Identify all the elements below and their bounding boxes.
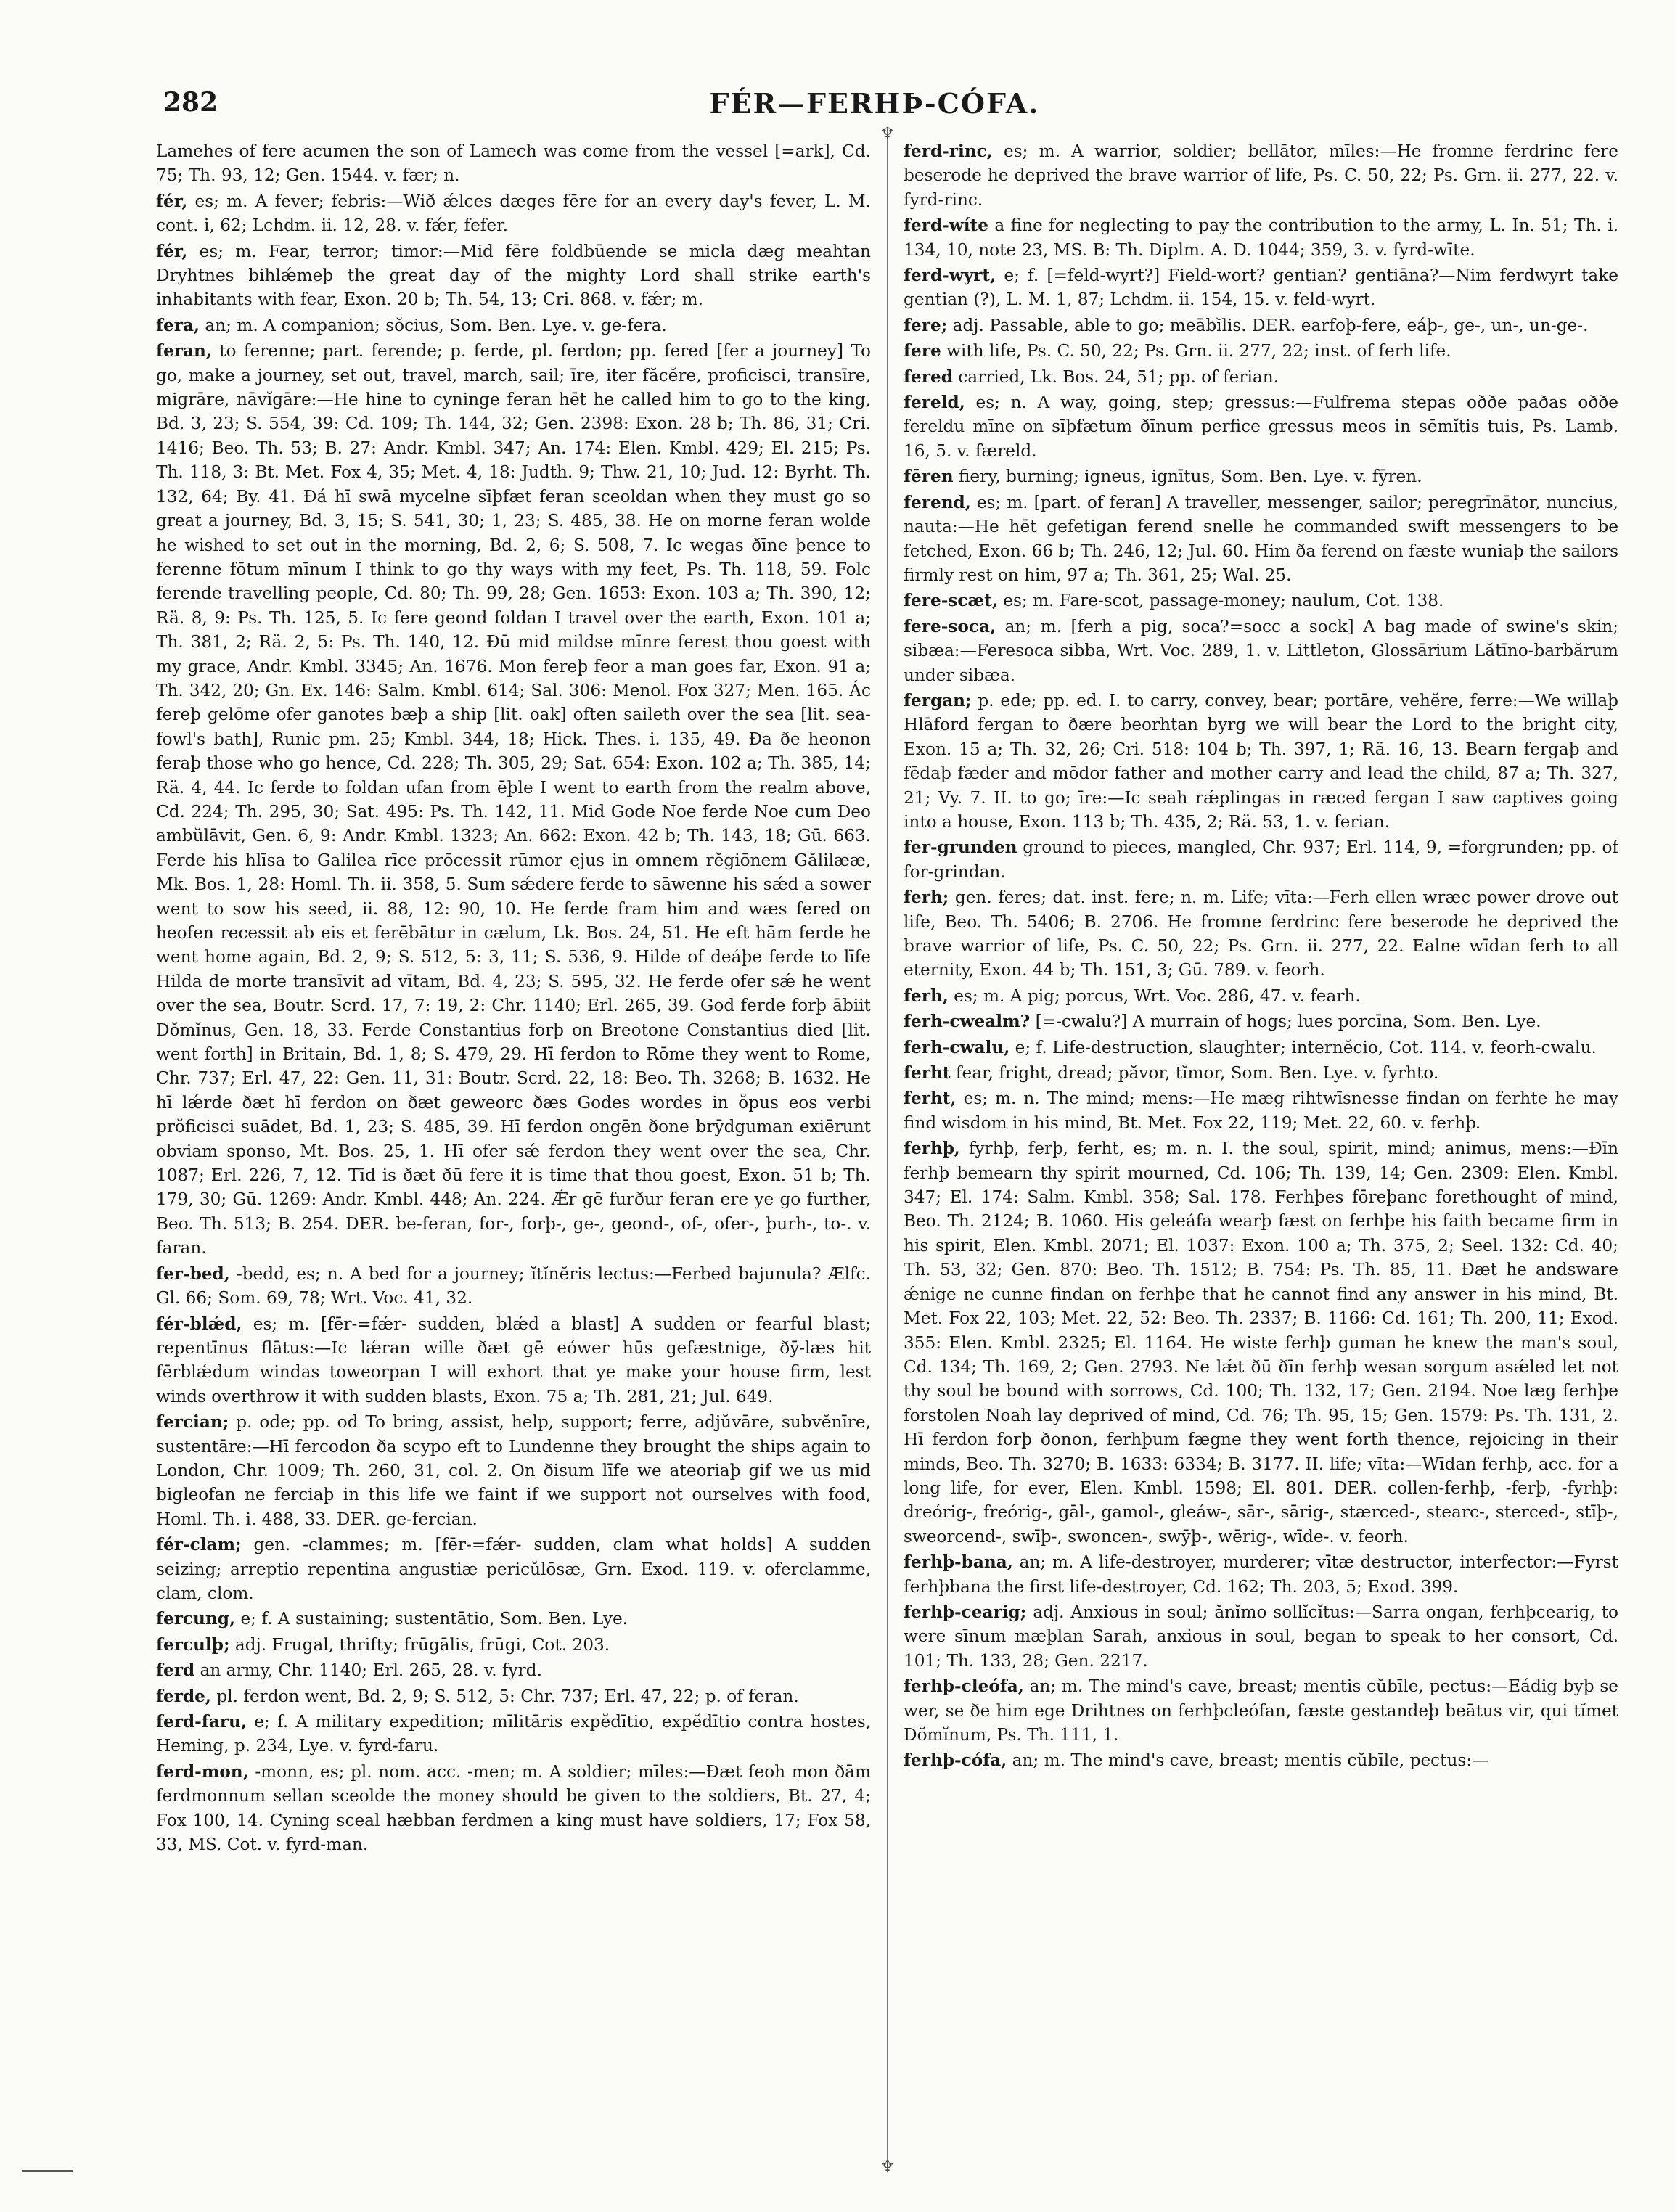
entry-text: es; m. [fēr-=fǽr- sudden, blǽd a blast] A sudden or fearful blast; repentīnus flātus:—Ic lǽran wille ðæt gē eówer hūs gefæstnige, ðȳ-læs hit fērblǽdum windas toweorpan I will exhort that ye make your house firm, lest winds overthrow it with sudden blasts, Exon. 75 a; Th. 281, 21; Jul. 649. <box>156 1314 871 1406</box>
dictionary-entry <box>904 1061 1618 1085</box>
entry-text: carried, Lk. Bos. 24, 51; pp. of ferian. <box>958 366 1279 387</box>
entry-text: es; m. Fare-scot, passage-money; naulum, Cot. 138. <box>1003 591 1444 611</box>
dictionary-entry <box>156 1533 871 1605</box>
dictionary-entry <box>904 689 1618 834</box>
entry-text: es; m. A warrior, soldier; bellātor, mīles:—He fromne ferdrinc fere beserode he deprived the brave warrior of life, Ps. C. 50, 22; Ps. Grn. ii. 277, 22. v. fyrd-rinc. <box>904 142 1618 210</box>
entry-headword: ferculþ; <box>156 1634 230 1655</box>
entry-text: [=-cwalu?] A murrain of hogs; lues porcīna, Som. Ben. Lye. <box>1035 1012 1541 1032</box>
entry-text: adj. Passable, able to go; meābĭlis. DER. earfoþ-fere, eáþ-, ge-, un-, un-ge-. <box>952 315 1589 335</box>
entry-headword: fercung, <box>156 1609 236 1629</box>
entry-text: Lamehes of fere acumen the son of Lamech was come from the vessel [=ark], Cd. 75; Th. 93, 12; Gen. 1544. v. fær; n. <box>156 142 871 186</box>
entry-headword: ferd-wíte <box>904 216 989 236</box>
dictionary-entry <box>904 1600 1618 1673</box>
right-column <box>904 139 1618 2157</box>
dictionary-entry <box>904 1036 1618 1060</box>
entry-headword: ferht, <box>904 1089 957 1109</box>
dictionary-entry <box>904 339 1618 363</box>
entry-text: gen. -clammes; m. [fēr-=fǽr- sudden, clam what holds] A sudden seizing; arreptio repentina angustiæ pericŭlōsæ, Grn. Exod. 119. v. oferclamme, clam, clom. <box>156 1535 871 1603</box>
entry-text: es; m. [part. of feran] A traveller, messenger, sailor; peregrīnātor, nuncius, nauta:—He hēt gefetigan ferend snelle he commanded swift messengers to be fetched, Exon. 66 b; Th. 246, 12; Jul. 60. Him ða ferend on fæste wuniaþ the sailors firmly rest on him, 97 a; Th. 361, 25; Wal. 25. <box>904 492 1618 585</box>
entry-headword: ferend, <box>904 492 971 512</box>
entry-text: an army, Chr. 1140; Erl. 265, 28. v. fyrd. <box>200 1660 542 1681</box>
dictionary-entry <box>904 139 1618 212</box>
entry-headword: ferde, <box>156 1686 211 1706</box>
dictionary-entry <box>156 1710 871 1758</box>
entry-headword: fer-grunden <box>904 837 1017 858</box>
dictionary-entry <box>156 1633 871 1657</box>
dictionary-entry <box>904 1674 1618 1747</box>
entry-text: fyrhþ, ferþ, ferht, es; m. n. I. the soul, spirit, mind; animus, mens:—Ðīn ferhþ bemearn thy spirit mourned, Cd. 106; Th. 139, 14; Gen. 2309: Elen. Kmbl. 347; El. 174: Salm. Kmbl. 358; Sal. 178. Ferhþes fōreþanc forethought of mind, Beo. Th. 2124; B. 1060. His geleáfa wearþ fæst on ferhþe his faith became firm in his spirit, Elen. Kmbl. 2071; El. 1037: Exon. 100 a; Th. 375, 2; Seel. 132: Cd. 40; Th. 53, 32; Gen. 870: Beo. Th. 1512; B. 754: Ps. Th. 85, 11. Ðæt he andsware ǽnige ne cunne findan on ferhþe that he cannot find any answer in his mind, Bt. Met. Fox 22, 103; Met. 22, 52: Beo. Th. 2337; B. 1166: Cd. 161; Th. 200, 11; Exod. 355: Elen. Kmbl. 2325; El. 1164. He wiste ferhþ guman he knew the man's soul, Cd. 134; Th. 169, 2; Gen. 2793. Ne lǽt ðū ðīn ferhþ wesan sorgum asǽled let not thy soul be bound with sorrows, Cd. 100; Th. 132, 17; Gen. 2194. Noe læg ferhþe forstolen Noah lay deprived of mind, Cd. 76; Th. 95, 15; Gen. 1579: Ps. Th. 131, 2. Hī ferdon forþ ðonon, ferhþum fægne they went forth thence, rejoicing in their minds, Beo. Th. 3270; B. 1633: 6334; B. 3177. II. life; vīta:—Wīdan ferhþ, acc. for a long life, for ever, Elen. Kmbl. 1598; El. 801. DER. collen-ferhþ, -ferþ, -fyrhþ: dreórig-, freórig-, gāl-, gamol-, gleáw-, sār-, sārig-, stærced-, stearc-, sterced-, stīþ-, sweorcend-, swīþ-, swoncen-, swȳþ-, wērig-, wīde-. v. feorh. <box>904 1139 1618 1547</box>
dictionary-entry <box>156 1684 871 1708</box>
entry-text: e; f. Life-destruction, slaughter; internĕcio, Cot. 114. v. feorh-cwalu. <box>1015 1037 1597 1057</box>
entry-headword: fēren <box>904 467 954 487</box>
entry-headword: ferd-faru, <box>156 1712 247 1732</box>
dictionary-entry <box>904 365 1618 389</box>
dictionary-entry <box>904 1136 1618 1549</box>
entry-headword: fér-clam; <box>156 1535 242 1555</box>
left-column <box>156 139 871 2157</box>
dictionary-entry <box>156 314 871 337</box>
dictionary-entry <box>156 1312 871 1409</box>
page-edge-mark <box>22 2170 73 2172</box>
entry-text: adj. Anxious in soul; ănĭmo sollĭcĭtus:—Sarra ongan, ferhþcearig, to were sīnum mæþlan Sarah, anxious in soul, began to speak to her consort, Cd. 101; Th. 133, 28; Gen. 2217. <box>904 1602 1618 1671</box>
entry-text: an; m. A companion; sŏcius, Som. Ben. Lye. v. ge-fera. <box>205 315 667 335</box>
entry-headword: ferh-cwalu, <box>904 1037 1010 1057</box>
entry-headword: fera, <box>156 315 200 335</box>
dictionary-entry <box>156 239 871 312</box>
dictionary-entry <box>904 589 1618 613</box>
dictionary-entry <box>904 615 1618 687</box>
column-divider <box>887 134 888 2166</box>
dictionary-entry <box>904 885 1618 983</box>
entry-text: e; f. A military expedition; mīlitāris expĕdītio, expĕdītio contra hostes, Heming, p. 234, Lye. v. fyrd-faru. <box>156 1712 871 1756</box>
dictionary-entry <box>904 1009 1618 1033</box>
dictionary-entry <box>156 189 871 238</box>
entry-headword: fered <box>904 366 953 387</box>
dictionary-entry <box>156 1658 871 1682</box>
entry-text: fiery, burning; igneus, ignītus, Som. Ben. Lye. v. fȳren. <box>958 467 1422 487</box>
entry-text: es; n. A way, going, step; gressus:—Fulfrema stepas oððe paðas oððe fereldu mīne on sīþfætum ðīnum perfice gressus meos in sēmĭtis tuis, Ps. Lamb. 16, 5. v. færeld. <box>904 393 1618 461</box>
dictionary-entry <box>904 390 1618 463</box>
dictionary-entry <box>904 263 1618 312</box>
divider-ornament-top: ♆ <box>880 125 895 143</box>
entry-headword: ferhþ-cearig; <box>904 1602 1027 1622</box>
running-head: FÉR—FERHÞ-CÓFA. <box>709 87 1040 120</box>
dictionary-entry <box>904 835 1618 884</box>
dictionary-entry <box>904 464 1618 488</box>
entry-headword: fergan; <box>904 690 972 710</box>
dictionary-entry <box>904 213 1618 262</box>
dictionary-entry <box>904 1550 1618 1599</box>
entry-headword: ferh, <box>904 986 949 1006</box>
entry-text: a fine for neglecting to pay the contribution to the army, L. In. 51; Th. i. 134, 10, note 23, MS. B: Th. Diplm. A. D. 1044; 359, 3. v. fyrd-wīte. <box>904 216 1618 260</box>
entry-headword: ferd-wyrt, <box>904 266 996 286</box>
entry-text: ground to pieces, mangled, Chr. 937; Erl. 114, 9, =forgrunden; pp. of for-grindan. <box>904 837 1618 882</box>
entry-headword: fere; <box>904 315 948 335</box>
entry-text: an; m. A life-destroyer, murderer; vītæ destructor, interfector:—Fyrst ferhþbana the first life-destroyer, Cd. 162; Th. 203, 5; Exod. 399. <box>904 1552 1618 1597</box>
entry-text: e; f. A sustaining; sustentātio, Som. Ben. Lye. <box>240 1609 628 1629</box>
entry-headword: ferh-cwealm? <box>904 1012 1031 1032</box>
entry-headword: ferd-mon, <box>156 1761 249 1782</box>
entry-text: an; m. The mind's cave, breast; mentis cŭbīle, pectus:—Eádig byþ se wer, se ðe him ege Drihtnes on ferhþcleófan, fæste gestandeþ beātus vir, qui tĭmet Dŏmĭnum, Ps. Th. 111, 1. <box>904 1676 1618 1745</box>
entry-headword: fere <box>904 341 941 361</box>
dictionary-entry <box>904 1086 1618 1135</box>
entry-text: -bedd, es; n. A bed for a journey; ĭtĭnĕris lectus:—Ferbed bajunula? Ælfc. Gl. 66; Som. 69, 78; Wrt. Voc. 41, 32. <box>156 1263 871 1308</box>
page-number: 282 <box>163 87 218 118</box>
entry-text: an; m. [ferh a pig, soca?=socc a sock] A bag made of swine's skin; sibæa:—Feresoca sibba, Wrt. Voc. 289, 1. v. Littleton, Glossārium Lătīno-barbărum under sibæa. <box>904 616 1618 685</box>
divider-ornament-bottom: ♆ <box>880 2158 895 2176</box>
entry-headword: ferh; <box>904 888 949 908</box>
entry-headword: fér, <box>156 191 188 211</box>
entry-text: es; m. A pig; porcus, Wrt. Voc. 286, 47. v. fearh. <box>954 986 1361 1006</box>
entry-headword: ferhþ-bana, <box>904 1552 1013 1573</box>
entry-headword: fér, <box>156 241 188 261</box>
entry-text: es; m. n. The mind; mens:—He mæg rihtwīsnesse findan on ferhte he may find wisdom in his mind, Bt. Met. Fox 22, 119; Met. 22, 60. v. ferhþ. <box>904 1089 1618 1133</box>
dictionary-entry <box>904 984 1618 1008</box>
dictionary-entry <box>156 139 871 188</box>
entry-headword: fere-soca, <box>904 616 996 636</box>
dictionary-entry <box>904 1748 1618 1772</box>
entry-headword: fere-scæt, <box>904 591 998 611</box>
dictionary-entry <box>904 314 1618 337</box>
entry-text: es; m. Fear, terror; timor:—Mid fēre foldbūende se micla dæg meahtan Dryhtnes bihlǽmeþ the great day of the mighty Lord shall strike earth's inhabitants with fear, Exon. 20 b; Th. 54, 13; Cri. 868. v. fǽr; m. <box>156 241 871 310</box>
entry-text: e; f. [=feld-wyrt?] Field-wort? gentian? gentiāna?—Nim ferdwyrt take gentian (?), L. M. 1, 87; Lchdm. ii. 154, 15. v. feld-wyrt. <box>904 266 1618 310</box>
entry-text: p. ode; pp. od To bring, assist, help, support; ferre, adjŭvāre, subvĕnīre, sustentāre:—Hī fercodon ða scypo eft to Lundenne they brought the ships again to London, Chr. 1009; Th. 260, 31, col. 2. On ðisum līfe we ateoriaþ gif we us mid bigleofan ne ferciaþ in this life we faint if we support not ourselves with food, Homl. Th. i. 488, 33. DER. ge-fercian. <box>156 1412 871 1529</box>
entry-headword: feran, <box>156 341 212 361</box>
dictionary-entry <box>156 339 871 1260</box>
entry-text: pl. ferdon went, Bd. 2, 9; S. 512, 5: Chr. 737; Erl. 47, 22; p. of feran. <box>216 1686 799 1706</box>
entry-headword: fér-blǽd, <box>156 1314 242 1334</box>
dictionary-entry <box>156 1760 871 1857</box>
entry-text: fear, fright, dread; păvor, tĭmor, Som. Ben. Lye. v. fyrhto. <box>955 1063 1439 1084</box>
entry-text: an; m. The mind's cave, breast; mentis cŭbīle, pectus:— <box>1012 1750 1489 1771</box>
entry-text: to ferenne; part. ferende; p. ferde, pl. ferdon; pp. fered [fer a journey] To go, make a journey, set out, travel, march, sail; īre, iter făcĕre, proficisci, transīre, migrāre, nāvĭgāre:—He hine to cyninge feran hēt he called him to go to the king, Bd. 3, 23; S. 554, 39: Cd. 109; Th. 144, 32; Gen. 2398: Exon. 28 b; Th. 86, 31; Cri. 1416; Beo. Th. 53; B. 27: Andr. Kmbl. 347; An. 174: Elen. Kmbl. 429; El. 215; Ps. Th. 118, 3: Bt. Met. Fox 4, 35; Met. 4, 18: Judth. 9; Thw. 21, 10; Jud. 12: Byrht. Th. 132, 64; By. 41. Ðá hī swā mycelne sīþfæt feran sceoldan when they must go so great a journey, Bd. 3, 15; S. 541, 30; 1, 23; S. 485, 38. He on morne feran wolde he wished to set out in the morning, Bd. 2, 6; S. 508, 7. Ic wegas ðīne þence to ferenne fōtum mīnum I think to go thy ways with my feet, Ps. Th. 118, 59. Folc ferende travelling people, Cd. 80; Th. 99, 28; Gen. 1653: Exon. 103 a; Th. 390, 12; Rä. 8, 9: Ps. Th. 125, 5. Ic fere geond foldan I travel over the earth, Exon. 101 a; Th. 381, 2; Rä. 2, 5: Ps. Th. 140, 12. Ðū mid mildse mīnre ferest thou goest with my grace, Andr. Kmbl. 3345; An. 1676. Mon fereþ feor a man goes far, Exon. 91 a; Th. 342, 20; Gn. Ex. 146: Salm. Kmbl. 614; Sal. 306: Menol. Fox 327; Men. 165. Ác fereþ gelōme ofer ganotes bæþ a ship [lit. oak] often saileth over the sea [lit. sea-fowl's bath], Runic pm. 25; Kmbl. 344, 18; Hick. Thes. i. 135, 49. Ða ðe heonon feraþ those who go hence, Cd. 228; Th. 305, 29; Sat. 654: Exon. 102 a; Th. 385, 14; Rä. 4, 44. Ic ferde to foldan ufan from ēþle I went to earth from the realm above, Cd. 224; Th. 295, 30; Sat. 495: Ps. Th. 142, 11. Mid Gode Noe ferde Noe cum Deo ambŭlāvit, Gen. 6, 9: Andr. Kmbl. 1323; An. 662: Exon. 42 b; Th. 143, 18; Gū. 663. Ferde his hlīsa to Galilea rīce prōcessit rūmor ejus in omnem rĕgiōnem Gălilææ, Mk. Bos. 1, 28: Homl. Th. ii. 358, 5. Sum sǽdere ferde to sāwenne his sǽd a sower went to sow his seed, ii. 88, 12: 90, 10. He ferde fram him and wæs fered on heofen recessit ab eis et ferēbātur in cælum, Lk. Bos. 24, 51. He eft hām ferde he went home again, Bd. 2, 9; S. 512, 5: 3, 11; S. 536, 9. Hilde of deáþe ferde to līfe Hilda de morte transīvit ad vītam, Bd. 4, 23; S. 595, 32. He ferde ofer sǽ he went over the sea, Boutr. Scrd. 17, 7: 19, 2: Chr. 1140; Erl. 265, 39. God ferde forþ ābiit Dŏmĭnus, Gen. 18, 33. Ferde Constantius forþ on Breotone Constantius died [lit. went forth] in Britain, Bd. 1, 8; S. 479, 29. Hī ferdon to Rōme they went to Rome, Chr. 737; Erl. 47, 22: Gen. 11, 31: Boutr. Scrd. 22, 18: Beo. Th. 3268; B. 1632. He hī lǽrde ðæt hī ferdon on ðæt geweorc ðæs Godes wordes in ŏpus eos verbi prŏficisci suādet, Bd. 1, 23; S. 485, 39. Hī ferdon ongēn ðone brȳdguman exiērunt obviam sponso, Mt. Bos. 25, 1. Hī ofer sǽ ferdon they went over the sea, Chr. 1087; Erl. 226, 7, 12. Tīd is ðæt ðū fere it is time that thou goest, Exon. 51 b; Th. 179, 30; Gū. 1269: Andr. Kmbl. 448; An. 224. Ǽr gē furður feran ere ye go further, Beo. Th. 513; B. 254. DER. be-feran, for-, forþ-, ge-, geond-, of-, ofer-, þurh-, to-. v. faran. <box>156 341 871 1258</box>
dictionary-entry <box>156 1410 871 1531</box>
dictionary-entry <box>156 1262 871 1311</box>
page-header <box>163 87 1586 138</box>
entry-headword: fereld, <box>904 393 965 413</box>
entry-headword: ferhþ, <box>904 1139 960 1159</box>
entry-headword: ferhþ-cófa, <box>904 1750 1007 1771</box>
entry-headword: fercian; <box>156 1412 229 1433</box>
entry-headword: ferd-rinc, <box>904 142 993 161</box>
dictionary-entry <box>904 491 1618 588</box>
entry-text: with life, Ps. C. 50, 22; Ps. Grn. ii. 277, 22; inst. of ferh life. <box>946 341 1451 361</box>
dictionary-entry <box>156 1607 871 1631</box>
entry-headword: ferht <box>904 1063 951 1084</box>
entry-text: p. ede; pp. ed. I. to carry, convey, bear; portāre, vehĕre, ferre:—We willaþ Hlāford fergan to ðære beorhtan byrg we will bear the Lord to the bright city, Exon. 15 a; Th. 32, 26; Cri. 518: 104 b; Th. 397, 1; Rä. 16, 13. Bearn fergaþ and fēdaþ fæder and mōdor father and mother carry and lead the child, 87 a; Th. 327, 21; Vy. 7. II. to go; īre:—Ic seah rǽplingas in ræced fergan I saw captives going into a house, Exon. 113 b; Th. 435, 2; Rä. 53, 1. v. ferian. <box>904 690 1618 832</box>
entry-text: -monn, es; pl. nom. acc. -men; m. A soldier; mīles:—Ðæt feoh mon ðām ferdmonnum sellan sceolde the money should be given to the soldiers, Bt. 27, 4; Fox 100, 14. Cyning sceal hæbban ferdmen a king must have soldiers, 17; Fox 58, 33, MS. Cot. v. fyrd-man. <box>156 1761 871 1855</box>
entry-text: gen. feres; dat. inst. fere; n. m. Life; vīta:—Ferh ellen wræc power drove out life, Beo. Th. 5406; B. 2706. He fromne ferdrinc fere beserode he deprived the brave warrior of life, Ps. C. 50, 22; Ps. Grn. ii. 277, 22. Ealne wīdan ferh to all eternity, Exon. 44 b; Th. 151, 3; Gū. 789. v. feorh. <box>904 888 1618 980</box>
entry-headword: ferd <box>156 1660 195 1681</box>
entry-text: es; m. A fever; febris:—Wið ǽlces dæges fēre for an every day's fever, L. M. cont. i, 62; Lchdm. ii. 12, 28. v. fǽr, fefer. <box>156 191 871 236</box>
entry-headword: ferhþ-cleófa, <box>904 1676 1024 1697</box>
entry-headword: fer-bed, <box>156 1263 230 1284</box>
entry-text: adj. Frugal, thrifty; frūgālis, frūgi, Cot. 203. <box>234 1634 610 1655</box>
